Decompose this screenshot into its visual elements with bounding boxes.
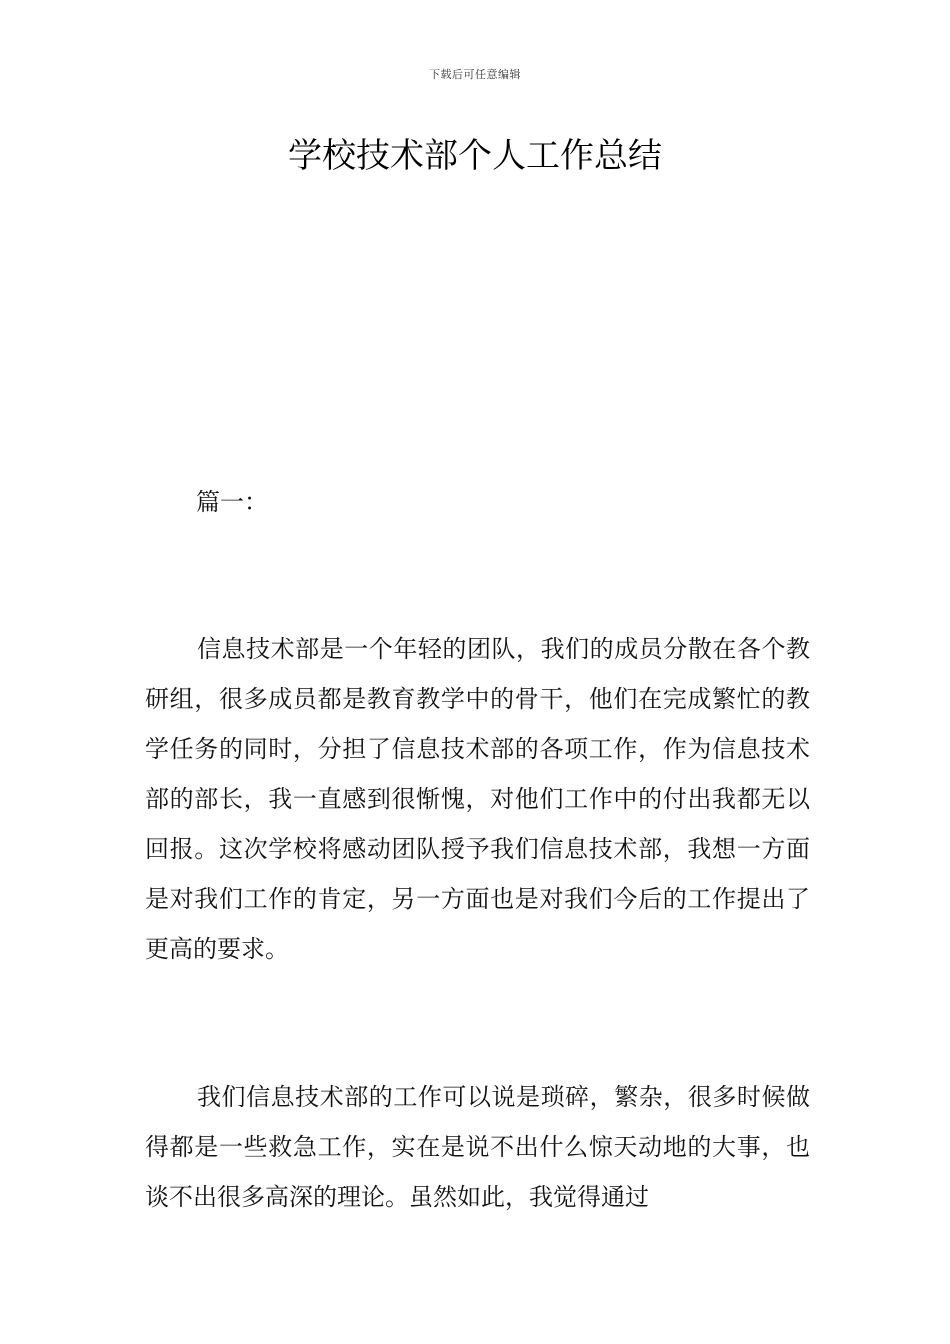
header-note: 下载后可任意编辑 [429,68,521,81]
paragraph-1: 信息技术部是一个年轻的团队，我们的成员分散在各个教研组，很多成员都是教育教学中的骨干，他们在完成繁忙的教学任务的同时，分担了信息技术部的各项工作，作为信息技术部的部长，我一直感到很惭愧，对他们工作中的付出我都无以回报。这次学校将感动团队授予我们信息技术部，我想一方面是对我们工作的肯定，另一方面也是对我们今后的工作提出了更高的要求。 [145,635,810,963]
paragraph-2: 我们信息技术部的工作可以说是琐碎，繁杂，很多时候做得都是一些救急工作，实在是说不出什么惊天动地的大事，也谈不出很多高深的理论。虽然如此，我觉得通过 [145,1083,810,1211]
section-heading: 篇一： [196,488,268,516]
document-title: 学校技术部个人工作总结 [288,136,662,176]
